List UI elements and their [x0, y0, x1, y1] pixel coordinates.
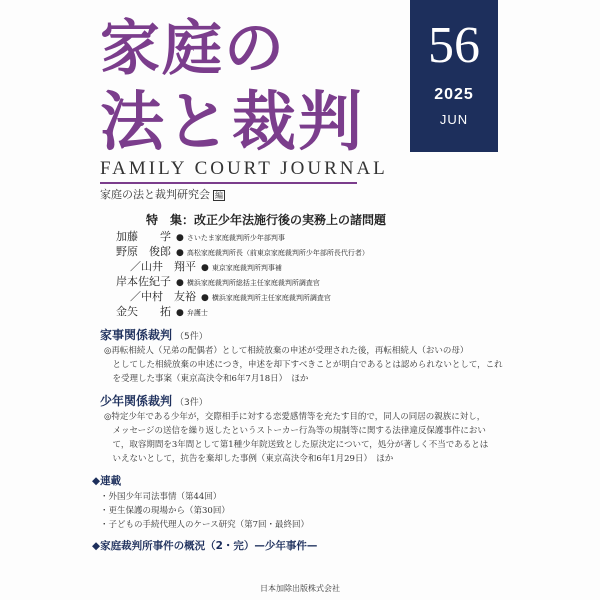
english-title: FAMILY COURT JOURNAL — [100, 158, 388, 179]
editor-name: 家庭の法と裁判研究会 — [100, 188, 210, 201]
volume-year: 2025 — [434, 86, 474, 103]
body-line: て，取容期間を3年間として第1種少年院送致とした原決定について，処分が著しく不当であるとは — [104, 440, 489, 450]
serials-heading: ◆連載 — [92, 475, 122, 487]
body-line: ◎再転相続人（兄弟の配偶者）として相続放棄の申述が受理された後，再転相続人（おいの母） — [104, 346, 469, 356]
author-name: 加藤 学 — [116, 230, 171, 243]
section-title: 少年関係裁判 — [100, 394, 173, 408]
author-name: ／中村 友裕 — [130, 290, 196, 303]
author-affiliation: 横浜家庭裁判所主任家庭裁判所調査官 — [211, 294, 331, 302]
author-row — [116, 228, 285, 244]
feature-title: 特 集：改正少年法施行後の実務上の諸問題 — [146, 213, 387, 227]
volume-month: JUN — [439, 112, 469, 127]
serials-list — [100, 490, 309, 532]
bullet-icon: ● — [176, 248, 184, 258]
body-line: ◎特定少年である少年が，交際相手に対する恋愛感情等を充たす目的で，同人の同居の親族に対し， — [104, 412, 486, 422]
serial-item: ・外国少年司法事情（第44回） — [100, 492, 222, 502]
body-line: を受理した事案（東京高決令和6年7月18日） ほか — [104, 374, 309, 384]
author-row — [116, 303, 208, 319]
section-body-family — [104, 344, 503, 386]
author-name: 金矢 拓 — [116, 305, 171, 318]
author-row — [130, 288, 331, 304]
body-line: としてした相続放棄の申述につき，申述を却下すべきことが明白であるとは認められないとして，これ — [104, 360, 503, 370]
author-row — [116, 273, 320, 289]
section-count: （3件） — [175, 398, 208, 408]
bullet-icon: ● — [201, 293, 209, 303]
bullet-icon: ● — [176, 308, 184, 318]
body-line: メッセージの送信を繰り返したというストーカー行為等の規制等に関する法律違反保護事件におい — [104, 426, 486, 436]
author-name: ／山井 翔平 — [130, 260, 196, 273]
section-heading-juvenile — [100, 392, 208, 409]
editor-mark: 編 — [215, 190, 223, 200]
body-line: いえないとして，抗告を棄却した事例（東京高決令和6年1月29日） ほか — [104, 454, 394, 464]
title-line-1: 家庭の — [100, 14, 286, 84]
footer-publisher: 日本加除出版株式会社 — [260, 584, 340, 593]
author-row — [130, 258, 282, 274]
author-affiliation: 弁護士 — [186, 309, 208, 317]
author-affiliation: さいたま家庭裁判所少年部判事 — [186, 234, 285, 242]
title-line-2: 法と裁判 — [100, 86, 364, 160]
serial-item: ・更生保護の現場から（第30回） — [100, 506, 230, 516]
bullet-icon: ● — [176, 233, 184, 243]
section-title: 家事関係裁判 — [100, 328, 173, 342]
bullet-icon: ● — [176, 278, 184, 288]
special-heading: ◆家庭裁判所事件の概況（2・完）—少年事件— — [92, 540, 318, 552]
section-body-juvenile — [104, 410, 488, 466]
author-affiliation: 高松家庭裁判所長（前東京家庭裁判所少年部所長代行者） — [186, 249, 369, 257]
editor-line — [100, 186, 225, 202]
volume-number: 56 — [428, 17, 480, 74]
author-affiliation: 東京家庭裁判所判事補 — [211, 264, 282, 272]
author-name: 野原 俊郎 — [116, 245, 171, 258]
volume-box — [410, 0, 498, 152]
section-count: （5件） — [175, 332, 208, 342]
section-heading-family — [100, 326, 208, 343]
author-row — [116, 243, 369, 259]
author-name: 岸本佐紀子 — [116, 275, 171, 288]
title-divider — [100, 182, 357, 184]
bullet-icon: ● — [201, 263, 209, 273]
author-affiliation: 横浜家庭裁判所総括主任家庭裁判所調査官 — [186, 279, 320, 287]
serial-item: ・子どもの手続代理人のケース研究（第7回・最終回） — [100, 520, 309, 530]
